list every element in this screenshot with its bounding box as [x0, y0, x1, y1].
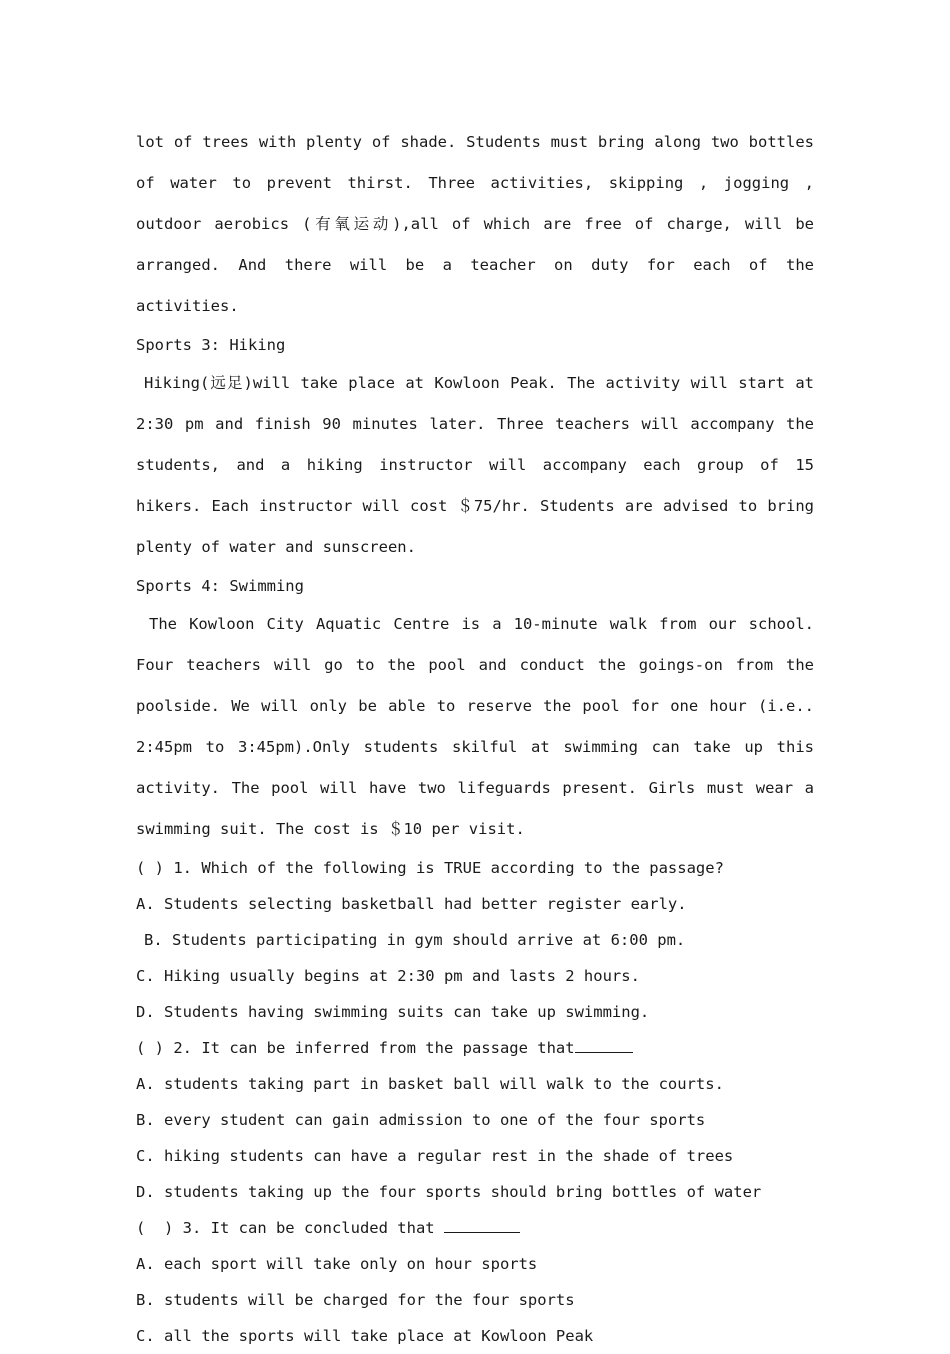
option-a: A. Students selecting basketball had better register early. — [136, 895, 687, 913]
question-stem: ( ) 1. Which of the following is TRUE according to the passage? — [136, 859, 724, 877]
question-1 — [136, 850, 814, 1030]
option-d: D. students taking up the four sports should bring bottles of water — [136, 1183, 762, 1201]
option-b: B. students will be charged for the four sports — [136, 1291, 575, 1309]
option-c: C. all the sports will take place at Kowloon Peak — [136, 1327, 594, 1345]
option-c: C. Hiking usually begins at 2:30 pm and lasts 2 hours. — [136, 967, 640, 985]
question-stem: ( ) 3. It can be concluded that — [136, 1219, 444, 1237]
answer-blank — [444, 1218, 520, 1233]
intro-paragraph: lot of trees with plenty of shade. Students must bring along two bottles of water to prevent thirst. Three activities, skipping , jogging , outdoor aerobics (有氧运动),all of which are free of charge, will be arranged. And there will be a teacher on duty for each of the activities. — [136, 133, 814, 315]
document-page — [136, 122, 814, 1354]
option-a: A. students taking part in basket ball will walk to the courts. — [136, 1075, 724, 1093]
option-c: C. hiking students can have a regular rest in the shade of trees — [136, 1147, 734, 1165]
sport4-paragraph: The Kowloon City Aquatic Centre is a 10-minute walk from our school. Four teachers will go to the pool and conduct the goings-on from the poolside. We will only be able to reserve the pool for one hour (i.e.. 2:45pm to 3:45pm).Only students skilful at swimming can take up this activity. The pool will have two lifeguards present. Girls must wear a swimming suit. The cost is ＄10 per visit. — [136, 615, 814, 838]
option-b: B. every student can gain admission to one of the four sports — [136, 1111, 706, 1129]
option-a: A. each sport will take only on hour sports — [136, 1255, 538, 1273]
sport3-heading: Sports 3: Hiking — [136, 336, 286, 354]
sport4-heading: Sports 4: Swimming — [136, 577, 304, 595]
answer-blank — [575, 1038, 633, 1053]
question-3 — [136, 1210, 814, 1354]
question-stem: ( ) 2. It can be inferred from the passage that — [136, 1039, 575, 1057]
option-d: D. Students having swimming suits can take up swimming. — [136, 1003, 650, 1021]
question-2 — [136, 1030, 814, 1210]
question-stem-row — [136, 1030, 814, 1066]
option-b: B. Students participating in gym should arrive at 6:00 pm. — [144, 931, 686, 949]
question-stem-row — [136, 1210, 814, 1246]
sport3-paragraph: Hiking(远足)will take place at Kowloon Peak. The activity will start at 2:30 pm and finish 90 minutes later. Three teachers will accompany the students, and a hiking instructor will accompany each group of 15 hikers. Each instructor will cost ＄75/hr. Students are advised to bring plenty of water and sunscreen. — [136, 374, 814, 556]
